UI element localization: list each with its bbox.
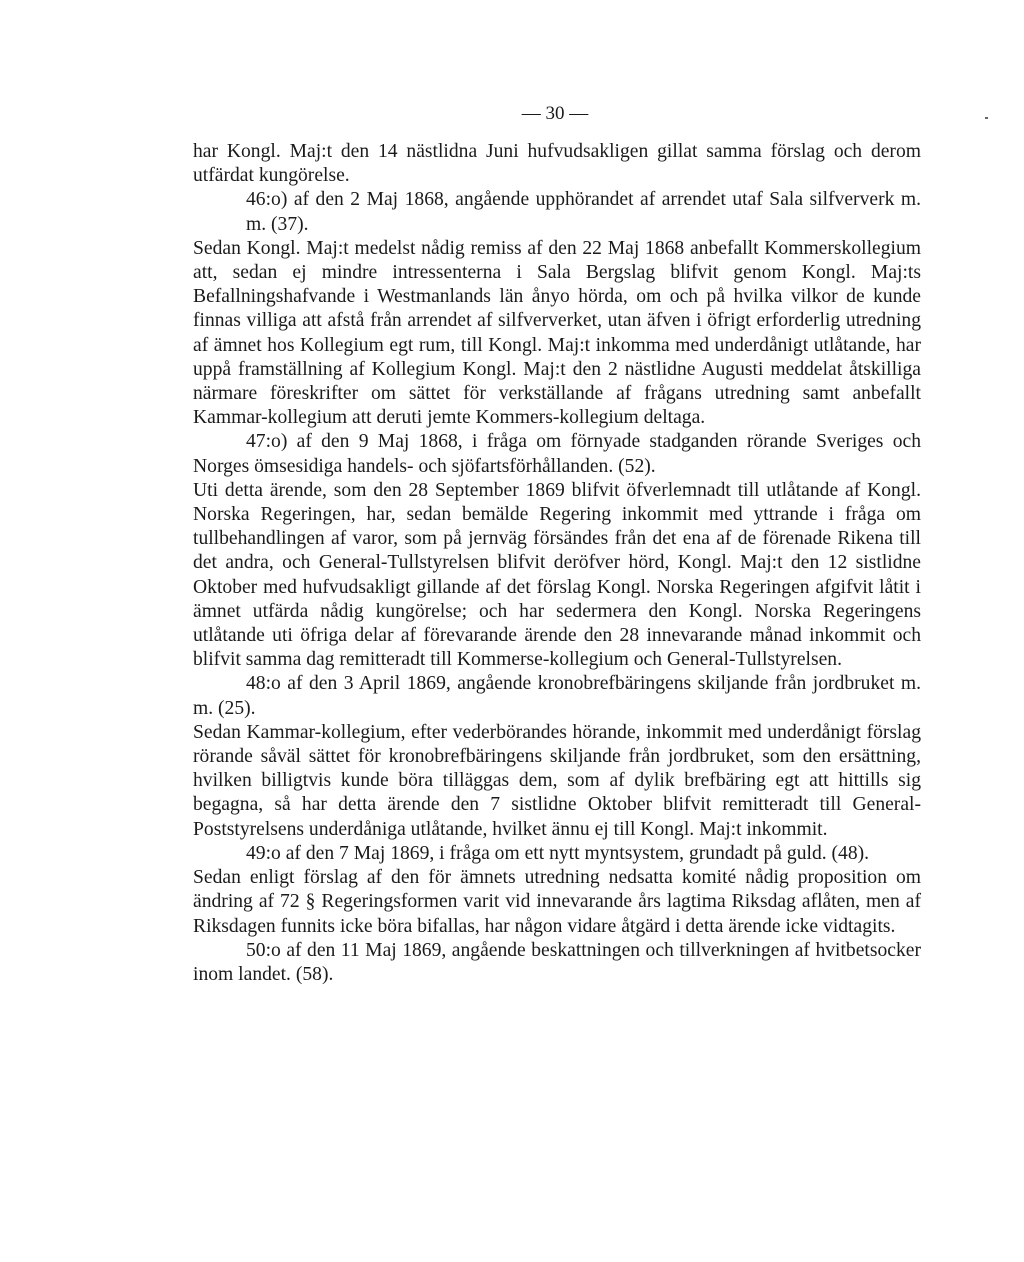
paragraph-continuation: har Kongl. Maj:t den 14 nästlidna Juni hufvudsakligen gillat samma förslag och derom utfärdat kungörelse. xyxy=(193,141,921,187)
paragraph-49-body: Sedan enligt förslag af den för ämnets utredning nedsatta komité nådig proposition om ändring af 72 § Regeringsformen varit vid innevarande års lagtima Riksdag aflåten, men af Riksdagen funnits icke böra bifallas, har någon vidare åtgärd i detta ärende icke vidtagits. xyxy=(193,867,921,937)
item-heading-46: 46:o) af den 2 Maj 1868, angående upphörandet af arrendet utaf Sala silfververk m. m. (37). xyxy=(246,189,921,235)
page-number: — 30 — xyxy=(521,103,589,124)
item-heading-50: 50:o af den 11 Maj 1869, angående beskattningen och tillverkningen af hvitbetsocker inom landet. (58). xyxy=(193,939,921,985)
scan-speck xyxy=(985,117,988,119)
item-heading-47: 47:o) af den 9 Maj 1868, i fråga om förnyade stadganden rörande Sveriges och Norges ömsesidiga handels- och sjöfartsförhållanden. (52). xyxy=(193,431,921,477)
paragraph-47-body: Uti detta ärende, som den 28 September 1869 blifvit öfverlemnadt till utlåtande af Kongl. Norska Regeringen, har, sedan bemälde Regering inkommit med yttrande i fråga om tullbehandlingen af varor, som på jernväg försändes från det ena af de förenade Rikena till det andra, och General-Tullstyrelsen blifvit deröfver hörd, Kongl. Maj:t den 12 sistlidne Oktober med hufvudsakligt gillande af det förslag Kongl. Norska Regeringen afgifvit låtit i ämnet utfärda nådig kungörelse; och har sedermera den Kongl. Norska Regeringens utlåtande uti öfriga delar af förevarande ärende den 28 innevarande månad inkommit och blifvit samma dag remitteradt till Kommerse-kollegium och General-Tullstyrelsen. xyxy=(193,479,921,671)
paragraph-46-body: Sedan Kongl. Maj:t medelst nådig remiss af den 22 Maj 1868 anbefallt Kommerskollegium att, sedan ej mindre intressenterna i Sala Bergslag blifvit genom Kongl. Maj:ts Befallningshafvande i Westmanlands län ånyo hörda, om och på hvilka vilkor de kunde finnas villiga att afstå från arrendet af silfververket, utan äfven i öfrigt erforderlig utredning af ämnet hos Kollegium egt rum, till Kongl. Maj:t inkomma med underdånigt utlåtande, har uppå framställning af Kollegium Kongl. Maj:t den 2 nästlidne Augusti meddelat åtskilliga närmare föreskrifter om sättet för verkställande af frågans utredning samt anbefallt Kammar-kollegium att deruti jemte Kommers-kollegium deltaga. xyxy=(193,237,921,429)
item-heading-49: 49:o af den 7 Maj 1869, i fråga om ett nytt myntsystem, grundadt på guld. (48). xyxy=(246,842,870,864)
item-heading-48: 48:o af den 3 April 1869, angående kronobrefbäringens skiljande från jordbruket m. m. (25). xyxy=(193,673,921,719)
body-text xyxy=(193,140,921,987)
paragraph-48-body: Sedan Kammar-kollegium, efter vederbörandes hörande, inkommit med underdånigt förslag rörande såväl sättet för kronobrefbäringens skiljande från jordbruket, som den ersättning, hvilken billigtvis kunde böra tilläggas dem, som af dylik brefbäring egt att hittills sig begagna, så har detta ärende den 7 sistlidne Oktober blifvit remitteradt till General-Poststyrelsens underdåniga utlåtande, hvilket ännu ej till Kongl. Maj:t inkommit. xyxy=(193,721,921,840)
